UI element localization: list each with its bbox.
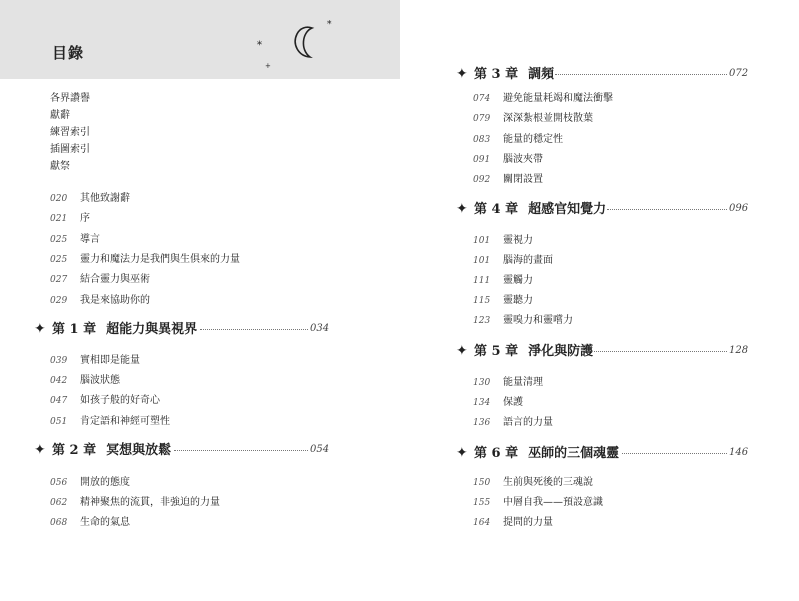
toc-entry[interactable]	[50, 472, 130, 488]
entry-page-number: 020	[50, 194, 68, 204]
entry-title: 結合靈力與巫術	[80, 274, 150, 285]
entry-page-number: 123	[473, 316, 491, 326]
entry-title: 能量清理	[503, 377, 543, 388]
entry-title: 腦海的畫面	[503, 255, 553, 266]
toc-entry[interactable]	[50, 512, 130, 528]
entry-page-number: 062	[50, 498, 68, 508]
toc-entry[interactable]	[473, 290, 533, 306]
entry-title: 靈嗅力和靈嚐力	[503, 315, 573, 326]
chapter-title: 巫師的三個魂靈	[528, 446, 620, 461]
entry-page-number: 074	[473, 94, 491, 104]
toc-entry[interactable]	[50, 290, 150, 306]
chapter-heading-3[interactable]	[456, 63, 786, 83]
entry-page-number: 056	[50, 478, 68, 488]
four-point-star-icon: ✦	[456, 201, 468, 217]
entry-page-number: 068	[50, 518, 68, 528]
entry-title: 腦波狀態	[80, 375, 120, 386]
svg-text:*: *	[257, 40, 262, 51]
chapter-page-number: 072	[729, 68, 749, 79]
entry-page-number: 027	[50, 275, 68, 285]
entry-title: 生命的氣息	[80, 517, 130, 528]
right-page	[400, 0, 799, 601]
entry-page-number: 039	[50, 356, 68, 366]
toc-entry[interactable]	[473, 492, 603, 508]
entry-page-number: 079	[473, 114, 491, 124]
chapter-heading-4[interactable]	[456, 198, 786, 218]
chapter-label: 第 1 章	[52, 322, 97, 337]
entry-page-number: 101	[473, 256, 491, 266]
chapter-page-number: 146	[729, 447, 749, 458]
toc-entry[interactable]	[50, 350, 140, 366]
entry-title: 避免能量耗竭和魔法衝擊	[503, 93, 613, 104]
dot-leader	[594, 351, 727, 352]
entry-title: 生前與死後的三魂說	[503, 477, 593, 488]
entry-page-number: 051	[50, 417, 68, 427]
entry-page-number: 021	[50, 214, 68, 224]
toc-entry[interactable]	[473, 512, 553, 528]
toc-entry[interactable]	[50, 492, 220, 508]
entry-title: 中層自我——預設意識	[503, 497, 603, 508]
dot-leader	[555, 74, 727, 75]
entry-title: 靈觸力	[503, 275, 533, 286]
toc-entry[interactable]	[50, 249, 240, 265]
crescent-moon-stars-icon	[250, 10, 350, 70]
page-title: 目錄	[52, 44, 85, 62]
chapter-title: 冥想與放鬆	[106, 443, 172, 458]
chapter-page-number: 054	[310, 444, 330, 455]
four-point-star-icon: ✦	[456, 66, 468, 82]
entry-page-number: 130	[473, 378, 491, 388]
chapter-title: 調頻	[528, 67, 555, 82]
toc-entry[interactable]	[50, 188, 130, 204]
entry-page-number: 025	[50, 255, 68, 265]
chapter-page-number: 034	[310, 323, 330, 334]
toc-entry[interactable]	[473, 250, 553, 266]
entry-title: 保護	[503, 397, 523, 408]
entry-title: 語言的力量	[503, 417, 553, 428]
entry-title: 能量的穩定性	[503, 134, 563, 145]
entry-page-number: 042	[50, 376, 68, 386]
chapter-page-number: 128	[729, 345, 749, 356]
entry-page-number: 091	[473, 155, 491, 165]
toc-entry[interactable]	[473, 129, 563, 145]
entry-title: 實相即是能量	[80, 355, 140, 366]
entry-page-number: 134	[473, 398, 491, 408]
entry-page-number: 025	[50, 235, 68, 245]
chapter-heading-1[interactable]	[34, 318, 334, 338]
chapter-title: 超感官知覺力	[528, 202, 607, 217]
toc-entry[interactable]	[473, 472, 593, 488]
entry-page-number: 164	[473, 518, 491, 528]
toc-entry[interactable]	[473, 88, 613, 104]
chapter-title: 淨化與防護	[528, 344, 594, 359]
entry-page-number: 047	[50, 396, 68, 406]
entry-title: 我是來協助你的	[80, 295, 150, 306]
entry-page-number: 111	[473, 276, 491, 286]
entry-title: 其他致謝辭	[80, 193, 130, 204]
entry-title: 靈力和魔法力是我們與生俱來的力量	[80, 254, 240, 265]
toc-entry[interactable]	[473, 108, 593, 124]
front-matter-item[interactable]: 獻辭	[50, 110, 70, 121]
entry-title: 精神聚焦的流貫，非強迫的力量	[80, 497, 220, 508]
entry-title: 腦波夾帶	[503, 154, 543, 165]
toc-entry[interactable]	[50, 390, 160, 406]
entry-title: 提問的力量	[503, 517, 553, 528]
toc-entry[interactable]	[50, 370, 120, 386]
toc-entry[interactable]	[50, 411, 170, 427]
entry-title: 開放的態度	[80, 477, 130, 488]
four-point-star-icon: ✦	[34, 321, 46, 337]
toc-entry[interactable]	[50, 208, 90, 224]
chapter-label: 第 6 章	[474, 446, 519, 461]
dot-leader	[622, 453, 727, 454]
toc-entry[interactable]	[473, 230, 533, 246]
chapter-title: 超能力與異視界	[106, 322, 198, 337]
toc-entry[interactable]	[473, 270, 533, 286]
entry-title: 靈聽力	[503, 295, 533, 306]
toc-entry[interactable]	[50, 269, 150, 285]
entry-title: 肯定語和神經可塑性	[80, 416, 170, 427]
dot-leader	[607, 209, 727, 210]
chapter-page-number: 096	[729, 203, 749, 214]
toc-entry[interactable]	[50, 229, 100, 245]
dot-leader	[200, 329, 308, 330]
entry-page-number: 092	[473, 175, 491, 185]
chapter-heading-5[interactable]	[456, 340, 786, 360]
svg-text:+: +	[265, 62, 271, 70]
entry-page-number: 029	[50, 296, 68, 306]
front-matter-list	[50, 90, 90, 175]
entry-title: 導言	[80, 234, 100, 245]
dot-leader	[174, 450, 308, 451]
toc-entry[interactable]	[473, 310, 573, 326]
entry-page-number: 155	[473, 498, 491, 508]
entry-title: 關閉設置	[503, 174, 543, 185]
chapter-heading-2[interactable]	[34, 439, 334, 459]
entry-title: 如孩子般的好奇心	[80, 395, 160, 406]
four-point-star-icon: ✦	[456, 445, 468, 461]
four-point-star-icon: ✦	[456, 343, 468, 359]
entry-page-number: 136	[473, 418, 491, 428]
toc-entry[interactable]	[473, 149, 543, 165]
front-matter-item[interactable]: 獻祭	[50, 161, 70, 172]
toc-entry[interactable]	[473, 169, 543, 185]
svg-text:*: *	[327, 20, 332, 30]
chapter-label: 第 3 章	[474, 67, 519, 82]
entry-page-number: 150	[473, 478, 491, 488]
entry-title: 深深紮根並開枝散葉	[503, 113, 593, 124]
front-matter-item[interactable]: 各界讚譽	[50, 93, 90, 104]
entry-title: 靈視力	[503, 235, 533, 246]
entry-page-number: 083	[473, 135, 491, 145]
chapter-label: 第 4 章	[474, 202, 519, 217]
front-matter-item[interactable]: 練習索引	[50, 127, 90, 138]
entry-page-number: 101	[473, 236, 491, 246]
toc-entry[interactable]	[473, 372, 543, 388]
toc-entry[interactable]	[473, 412, 553, 428]
four-point-star-icon: ✦	[34, 442, 46, 458]
chapter-heading-6[interactable]	[456, 442, 786, 462]
toc-entry[interactable]	[473, 392, 523, 408]
chapter-label: 第 2 章	[52, 443, 97, 458]
front-matter-item[interactable]: 插圖索引	[50, 144, 90, 155]
entry-title: 序	[80, 213, 90, 224]
entry-page-number: 115	[473, 296, 491, 306]
chapter-label: 第 5 章	[474, 344, 519, 359]
